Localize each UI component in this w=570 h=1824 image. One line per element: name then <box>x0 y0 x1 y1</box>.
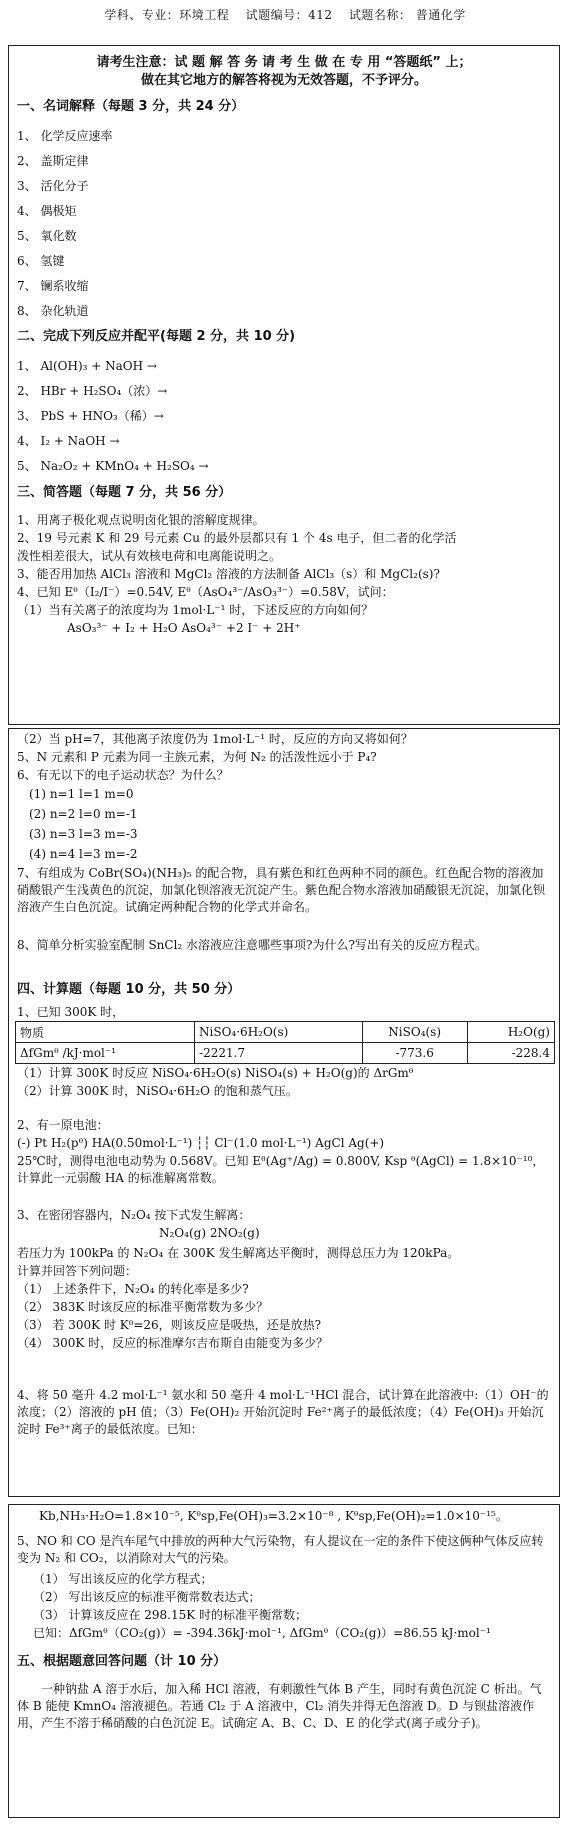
s4-q2-cell: (-) Pt H₂(pᶿ) HA(0.50mol·L⁻¹) ┆┆ Cl⁻(1.0 mol·L⁻¹) AgCl Ag(+) <box>17 1136 385 1150</box>
s3-q3: 3、能否用加热 AlCl₃ 溶液和 MgCl₂ 溶液的方法制备 AlCl₃（s）和 MgCl₂(s)? <box>17 567 440 581</box>
s4-q3: 3、在密闭容器内，N₂O₄ 按下式发生解离： <box>17 1208 251 1222</box>
s2-item-1: 1、 Al(OH)₃ + NaOH → <box>17 359 157 373</box>
s1-item-4: 4、 偶极矩 <box>17 204 77 218</box>
s4-q3-item-4: （4） 300K 时，反应的标准摩尔吉布斯自由能变为多少？ <box>17 1336 329 1350</box>
table-row <box>16 1043 555 1064</box>
thermo-table <box>15 1021 555 1064</box>
s3-q8: 8、简单分析实验室配制 SnCl₂ 水溶液应注意哪些事项?为什么?写出有关的反应方程式。 <box>17 938 487 952</box>
table-cell: NiSO₄(s) <box>362 1022 467 1043</box>
s4-q4-constants: Kb,NH₃·H₂O=1.8×10⁻⁵, Kᶿsp,Fe(OH)₃=3.2×10⁻⁸ , Kᶿsp,Fe(OH)₂=1.0×10⁻¹⁵。 <box>39 1509 508 1523</box>
section-3-title: 三、简答题（每题 7 分，共 56 分） <box>17 485 232 500</box>
s1-item-3: 3、 活化分子 <box>17 179 89 193</box>
section-5-title: 五、根据题意回答问题（计 10 分） <box>17 1654 227 1669</box>
s3-q4-equation: AsO₃³⁻ + I₂ + H₂O AsO₄³⁻ +2 I⁻ + 2H⁺ <box>67 621 301 635</box>
s4-q3-item-3: （3） 若 300K 时 Kᶿ=26，则该反应是吸热，还是放热? <box>17 1318 322 1332</box>
s3-q6-item-3: (3) n=3 l=3 m=-3 <box>29 827 138 841</box>
s2-item-2: 2、 HBr + H₂SO₄（浓）→ <box>17 384 168 398</box>
s4-q2-text: 25℃时，测得电池电动势为 0.568V。已知 Eᶿ(Ag⁺/Ag) = 0.800V, Ksp ᶿ(AgCl) = 1.8×10⁻¹⁰，计算此一元弱酸 HA 的标准解离常数。 <box>17 1154 545 1185</box>
table-row <box>16 1022 555 1043</box>
table-cell: NiSO₄·6H₂O(s) <box>195 1022 363 1043</box>
s4-q5: 5、NO 和 CO 是汽车尾气中排放的两种大气污染物，有人提议在一定的条件下使这俩种气体反应转变为 N₂ 和 CO₂，以消除对大气的污染。 <box>17 1534 544 1565</box>
s3-q2-line1: 2、19 号元素 K 和 29 号元素 Cu 的最外层都只有 1 个 4s 电子，但二者的化学活 <box>17 531 457 545</box>
table-cell: H₂O(g) <box>467 1022 554 1043</box>
s2-item-3: 3、 PbS + HNO₃（稀）→ <box>17 409 164 423</box>
header-name: 试题名称： 普通化学 <box>348 8 466 22</box>
s4-q3-item-1: （1） 上述条件下，N₂O₄ 的转化率是多少? <box>17 1282 249 1296</box>
header-major: 学科、专业：环境工程 <box>104 8 230 22</box>
table-cell: 物质 <box>16 1022 195 1043</box>
s1-item-8: 8、 杂化轨道 <box>17 304 89 318</box>
s3-q4-part1: （1）当有关离子的浓度均为 1mol·L⁻¹ 时，下述反应的方向如何？ <box>17 603 374 617</box>
s3-q2-line2: 泼性相差很大，试从有效核电荷和电离能说明之。 <box>17 549 282 563</box>
s3-q6-item-1: (1) n=1 l=1 m=0 <box>29 787 134 801</box>
s1-item-2: 2、 盖斯定律 <box>17 154 89 168</box>
s3-q7: 7、有组成为 CoBr(SO₄)(NH₃)₅ 的配合物，具有紫色和红色两种不同的颜色。红色配合物的溶液加硝酸银产生浅黄色的沉淀，加氯化钡溶液无沉淀产生。紫色配合物水溶液加硝酸银无沉淀，加氯化钡溶液产生白色沉淀。试确定两种配合物的化学式并命名。 <box>17 866 546 914</box>
exam-header <box>0 6 570 23</box>
table-cell: -773.6 <box>362 1043 467 1064</box>
s1-item-1: 1、 化学反应速率 <box>17 129 113 143</box>
s3-q1: 1、用离子极化观点说明卤化银的溶解度规律。 <box>17 513 265 527</box>
s2-item-5: 5、 Na₂O₂ + KMnO₄ + H₂SO₄ → <box>17 459 209 473</box>
s3-q4-part2: （2）当 pH=7，其他离子浓度仍为 1mol·L⁻¹ 时，反应的方向又将如何？ <box>17 732 413 746</box>
s4-q4: 4、将 50 毫升 4.2 mol·L⁻¹ 氨水和 50 毫升 4 mol·L⁻¹HCl 混合，试计算在此溶液中:（1）OH⁻的浓度；（2）溶液的 pH 值；（3）Fe(OH)₂ 开始沉淀时 Fe²⁺离子的最低浓度；（4）Fe(OH)₃ 开始沉淀时 Fe³⁺离子的最低浓度。已知： <box>17 1388 549 1436</box>
section-1-title: 一、名词解释（每题 3 分，共 24 分） <box>17 99 245 114</box>
s3-q6-item-2: (2) n=2 l=0 m=-1 <box>29 807 138 821</box>
table-cell: ΔfGmᶿ /kJ·mol⁻¹ <box>16 1043 195 1064</box>
s3-q4: 4、已知 Eᶿ（I₂/I⁻）=0.54V, Eᶿ（AsO₄³⁻/AsO₃³⁻）=0.58V，试问： <box>17 585 394 599</box>
table-cell: -228.4 <box>467 1043 554 1064</box>
s4-q5-item-1: （1） 写出该反应的化学方程式； <box>33 1572 213 1586</box>
s4-q1-part1: （1）计算 300K 时反应 NiSO₄·6H₂O(s) NiSO₄(s) + H₂O(g)的 ΔrGmᶿ <box>17 1066 414 1080</box>
header-code: 试题编号：412 <box>245 8 333 22</box>
s4-q5-item-2: （2） 写出该反应的标准平衡常数表达式； <box>33 1590 261 1604</box>
notice-line-2: 做在其它地方的解答将视为无效答题，不予评分。 <box>140 73 427 88</box>
s4-q1: 1、已知 300K 时， <box>17 1005 125 1019</box>
s4-q2: 2、有一原电池： <box>17 1118 109 1132</box>
s3-q6-item-4: (4) n=4 l=3 m=-2 <box>29 847 138 861</box>
s2-item-4: 4、 I₂ + NaOH → <box>17 434 120 448</box>
s4-q3-line-a: 若压力为 100kPa 的 N₂O₄ 在 300K 发生解离达平衡时，测得总压力为 120kPa。 <box>17 1246 460 1260</box>
section-4-title: 四、计算题（每题 10 分，共 50 分） <box>17 982 241 997</box>
notice-line-1: 请考生注意：试 题 解 答 务 请 考 生 做 在 专 用 “答题纸” 上； <box>96 55 472 70</box>
s1-item-5: 5、 氧化数 <box>17 229 77 243</box>
s1-item-6: 6、 氢键 <box>17 254 65 268</box>
s4-q1-part2: （2）计算 300K 时，NiSO₄·6H₂O 的饱和蒸气压。 <box>17 1084 298 1098</box>
page-section-1 <box>8 45 560 725</box>
s4-q5-item-3: （3） 计算该反应在 298.15K 时的标准平衡常数； <box>33 1608 308 1622</box>
page-section-2 <box>8 728 560 1497</box>
s4-q3-equation: N₂O₄(g) 2NO₂(g) <box>159 1226 260 1240</box>
s4-q3-line-b: 计算并回答下列问题： <box>17 1264 138 1278</box>
s4-q5-known: 已知：ΔfGmᶿ（CO₂(g)）= -394.36kJ·mol⁻¹, ΔfGmᶿ（CO₂(g)）=86.55 kJ·mol⁻¹ <box>33 1626 491 1640</box>
page-section-3 <box>8 1504 560 1818</box>
s4-q3-item-2: （2） 383K 时该反应的标准平衡常数为多少？ <box>17 1300 269 1314</box>
table-cell: -2221.7 <box>195 1043 363 1064</box>
section-2-title: 二、完成下列反应并配平(每题 2 分，共 10 分) <box>17 329 296 344</box>
s5-text: 一种钠盐 A 溶于水后，加入稀 HCl 溶液，有刺激性气体 B 产生，同时有黄色沉淀 C 析出。气体 B 能使 KmnO₄ 溶液褪色。若通 Cl₂ 于 A 溶液中，Cl₂ 消失并得无色溶液 D。D 与钡盐溶液作用，产生不溶于稀硝酸的白色沉淀 E。试确定 A、B、C、D、E 的化学式(离子或分子)。 <box>17 1682 542 1730</box>
s3-q6: 6、有无以下的电子运动状态？为什么？ <box>17 768 229 782</box>
s1-item-7: 7、 镧系收缩 <box>17 279 89 293</box>
s3-q5: 5、N 元素和 P 元素为同一主族元素，为何 N₂ 的活泼性远小于 P₄? <box>17 750 377 764</box>
